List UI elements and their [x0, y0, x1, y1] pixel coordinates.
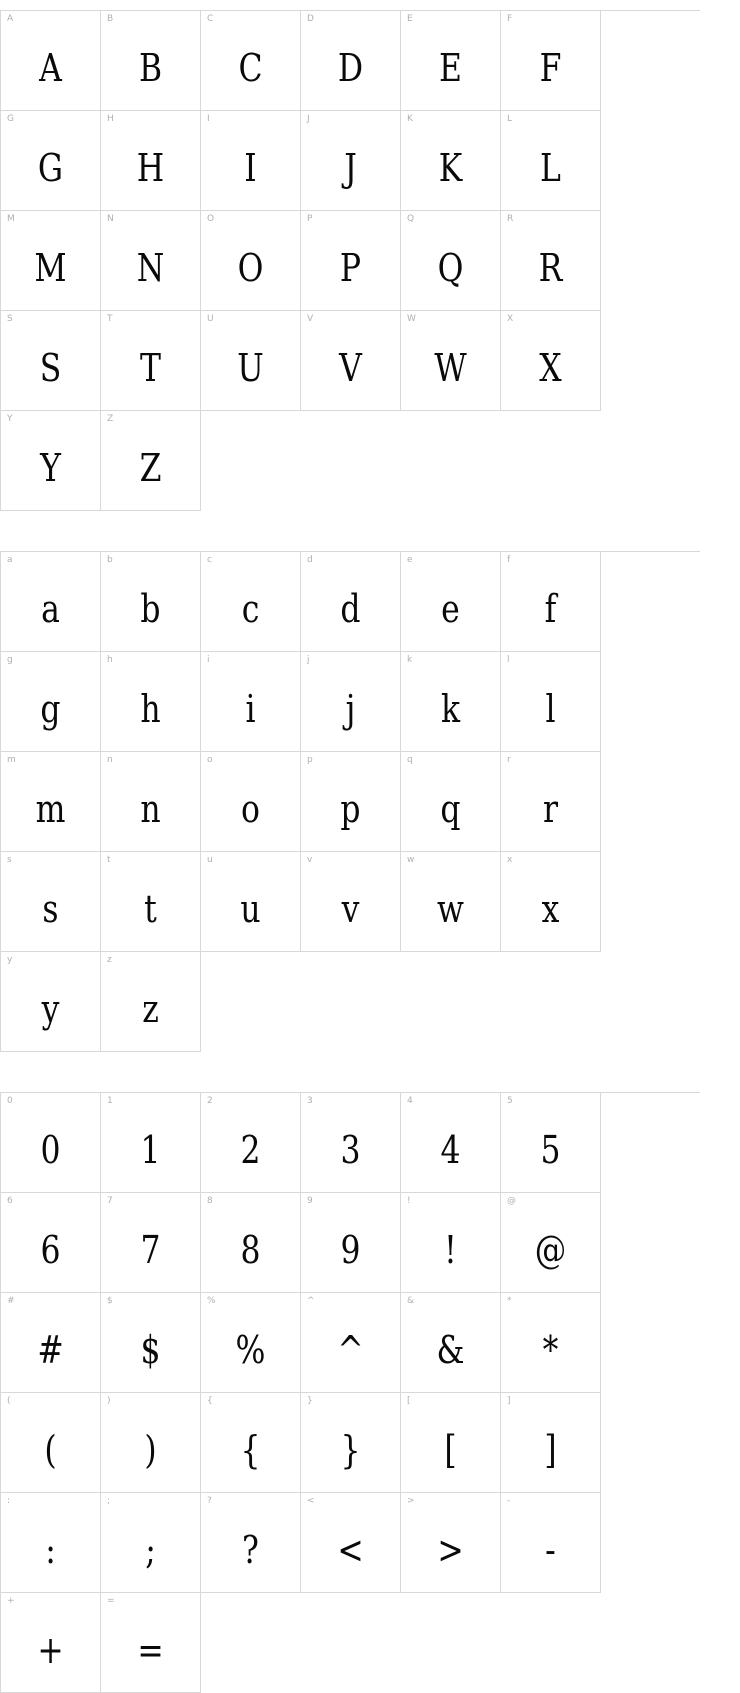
glyph-code-label: p: [307, 755, 313, 765]
glyph-code-label: ]: [507, 1396, 511, 1406]
glyph-code-label: +: [7, 1596, 15, 1606]
glyph-code-label: B: [107, 14, 114, 24]
glyph-sample: 1: [140, 1128, 161, 1172]
glyph-cell[interactable]: [101, 411, 201, 511]
glyph-code-label: d: [307, 555, 313, 565]
glyph-cell[interactable]: [501, 752, 601, 852]
glyph-code-label: q: [407, 755, 413, 765]
glyph-sample: q: [440, 787, 461, 831]
glyph-code-label: F: [507, 14, 513, 24]
glyph-cell[interactable]: [501, 652, 601, 752]
glyph-cell[interactable]: [301, 1393, 401, 1493]
glyph-code-label: K: [407, 114, 414, 124]
glyph-code-label: c: [207, 555, 213, 565]
glyph-sample: 9: [340, 1228, 361, 1272]
glyph-code-label: A: [7, 14, 14, 24]
glyph-cell[interactable]: [1, 411, 101, 511]
glyph-sample: ): [144, 1428, 157, 1472]
glyph-sample: m: [35, 787, 66, 831]
glyph-cell[interactable]: [301, 1193, 401, 1293]
glyph-sample: C: [238, 46, 263, 90]
glyph-code-label: &: [407, 1296, 415, 1306]
glyph-cell[interactable]: [201, 1393, 301, 1493]
glyph-sample: y: [41, 987, 60, 1031]
glyph-sample: P: [339, 246, 362, 290]
glyph-sample: f: [544, 587, 557, 631]
glyph-code-label: Q: [407, 214, 415, 224]
glyph-sample: X: [539, 346, 562, 390]
glyph-cell[interactable]: [1, 652, 101, 752]
glyph-code-label: H: [107, 114, 114, 124]
glyph-code-label: 9: [307, 1196, 313, 1206]
glyph-cell[interactable]: [401, 552, 501, 652]
glyph-cell[interactable]: [301, 852, 401, 952]
glyph-sample: A: [39, 46, 62, 90]
glyph-cell[interactable]: [401, 211, 501, 311]
glyph-code-label: V: [307, 314, 314, 324]
glyph-cell[interactable]: [101, 1393, 201, 1493]
glyph-sample: @: [534, 1228, 567, 1272]
glyph-cell[interactable]: [401, 752, 501, 852]
glyph-code-label: =: [107, 1596, 115, 1606]
glyph-cell[interactable]: [101, 311, 201, 411]
glyph-cell[interactable]: [201, 1193, 301, 1293]
glyph-code-label: s: [7, 855, 12, 865]
glyph-cell[interactable]: [101, 1193, 201, 1293]
glyph-sample: v: [341, 887, 360, 931]
glyph-sample: -: [545, 1528, 556, 1572]
glyph-sample: ?: [242, 1528, 259, 1572]
glyph-sample: +: [37, 1628, 64, 1672]
glyph-cell[interactable]: [1, 211, 101, 311]
glyph-code-label: S: [7, 314, 13, 324]
glyph-cell[interactable]: [301, 11, 401, 111]
glyph-code-label: U: [207, 314, 214, 324]
glyph-sample: i: [245, 687, 256, 731]
glyph-sample: ]: [544, 1428, 557, 1472]
glyph-sample: O: [237, 246, 264, 290]
glyph-sample: >: [437, 1528, 464, 1572]
glyph-sample: c: [241, 587, 260, 631]
glyph-code-label: 8: [207, 1196, 213, 1206]
glyph-code-label: I: [207, 114, 210, 124]
glyph-sample: Q: [437, 246, 464, 290]
glyph-code-label: %: [207, 1296, 216, 1306]
glyph-code-label: E: [407, 14, 413, 24]
glyph-cell[interactable]: [101, 652, 201, 752]
glyph-cell[interactable]: [101, 952, 201, 1052]
glyph-cell[interactable]: [1, 311, 101, 411]
glyph-cell[interactable]: [201, 1293, 301, 1393]
glyph-sample: k: [440, 687, 461, 731]
glyph-code-label: x: [507, 855, 513, 865]
glyph-code-label: h: [107, 655, 113, 665]
glyph-cell[interactable]: [401, 852, 501, 952]
glyph-cell[interactable]: [1, 952, 101, 1052]
glyph-sample: K: [438, 146, 463, 190]
glyph-sample: Z: [139, 446, 162, 490]
glyph-code-label: 2: [207, 1096, 213, 1106]
glyph-code-label: {: [207, 1396, 213, 1406]
glyph-code-label: >: [407, 1496, 415, 1506]
glyph-code-label: u: [207, 855, 213, 865]
glyph-sample: =: [137, 1628, 164, 1672]
glyph-cell[interactable]: [1, 752, 101, 852]
glyph-code-label: [: [407, 1396, 411, 1406]
glyph-cell[interactable]: [501, 1293, 601, 1393]
glyph-sample: I: [244, 146, 257, 190]
glyph-cell[interactable]: [501, 211, 601, 311]
glyph-code-label: g: [7, 655, 13, 665]
glyph-cell[interactable]: [301, 552, 401, 652]
glyph-sample: (: [44, 1428, 57, 1472]
glyph-cell[interactable]: [401, 1093, 501, 1193]
glyph-code-label: }: [307, 1396, 313, 1406]
glyph-sample: l: [545, 687, 556, 731]
glyph-cell[interactable]: [101, 1593, 201, 1693]
glyph-cell[interactable]: [301, 1093, 401, 1193]
glyph-sample: $: [140, 1328, 161, 1372]
glyph-sample: !: [444, 1228, 457, 1272]
glyph-sample: M: [34, 246, 67, 290]
glyph-cell[interactable]: [201, 552, 301, 652]
glyph-sample: {: [240, 1428, 261, 1472]
charmap-section-lowercase: [0, 551, 700, 1052]
glyph-sample: U: [237, 346, 264, 390]
glyph-cell[interactable]: [1, 1493, 101, 1593]
glyph-code-label: e: [407, 555, 413, 565]
glyph-cell[interactable]: [201, 752, 301, 852]
glyph-code-label: R: [507, 214, 514, 224]
glyph-cell[interactable]: [101, 852, 201, 952]
glyph-cell[interactable]: [401, 1193, 501, 1293]
glyph-code-label: 5: [507, 1096, 513, 1106]
glyph-sample: d: [340, 587, 361, 631]
glyph-cell[interactable]: [401, 652, 501, 752]
glyph-cell[interactable]: [401, 1393, 501, 1493]
glyph-cell[interactable]: [1, 852, 101, 952]
glyph-code-label: j: [307, 655, 310, 665]
section-gap: [0, 511, 740, 551]
glyph-sample: r: [542, 787, 559, 831]
glyph-sample: 0: [40, 1128, 61, 1172]
glyph-code-label: ): [107, 1396, 111, 1406]
glyph-code-label: t: [107, 855, 111, 865]
glyph-cell[interactable]: [501, 311, 601, 411]
glyph-code-label: n: [107, 755, 113, 765]
glyph-sample: b: [140, 587, 161, 631]
glyph-cell[interactable]: [501, 1393, 601, 1493]
glyph-code-label: o: [207, 755, 213, 765]
glyph-code-label: k: [407, 655, 413, 665]
glyph-sample: g: [40, 687, 61, 731]
glyph-code-label: J: [307, 114, 310, 124]
glyph-cell[interactable]: [401, 311, 501, 411]
glyph-cell[interactable]: [1, 1193, 101, 1293]
glyph-sample: L: [540, 146, 561, 190]
glyph-sample: J: [344, 146, 357, 190]
glyph-cell[interactable]: [501, 1493, 601, 1593]
glyph-cell[interactable]: [1, 11, 101, 111]
glyph-sample: 7: [140, 1228, 161, 1272]
glyph-cell[interactable]: [201, 852, 301, 952]
glyph-cell[interactable]: [401, 1293, 501, 1393]
glyph-cell[interactable]: [301, 311, 401, 411]
glyph-sample: 5: [540, 1128, 561, 1172]
glyph-sample: x: [541, 887, 560, 931]
glyph-cell[interactable]: [301, 111, 401, 211]
glyph-code-label: 0: [7, 1096, 13, 1106]
glyph-sample: D: [337, 46, 364, 90]
glyph-code-label: Y: [7, 414, 13, 424]
glyph-sample: G: [37, 146, 64, 190]
glyph-cell[interactable]: [401, 11, 501, 111]
glyph-cell[interactable]: [501, 852, 601, 952]
glyph-code-label: P: [307, 214, 313, 224]
glyph-code-label: r: [507, 755, 511, 765]
glyph-sample: h: [140, 687, 161, 731]
glyph-cell[interactable]: [1, 1293, 101, 1393]
glyph-code-label: <: [307, 1496, 315, 1506]
glyph-code-label: #: [7, 1296, 15, 1306]
top-spacer: [0, 0, 740, 10]
glyph-cell[interactable]: [501, 1193, 601, 1293]
glyph-cell[interactable]: [301, 1493, 401, 1593]
glyph-cell[interactable]: [101, 211, 201, 311]
glyph-code-label: :: [7, 1496, 11, 1506]
glyph-sample: ;: [145, 1528, 156, 1572]
glyph-cell[interactable]: [101, 552, 201, 652]
glyph-code-label: L: [507, 114, 513, 124]
glyph-sample: j: [345, 687, 356, 731]
glyph-sample: t: [144, 887, 157, 931]
glyph-sample: u: [240, 887, 261, 931]
glyph-sample: 8: [240, 1228, 261, 1272]
glyph-cell[interactable]: [101, 1493, 201, 1593]
glyph-sample: z: [142, 987, 159, 1031]
glyph-code-label: M: [7, 214, 15, 224]
glyph-code-label: (: [7, 1396, 11, 1406]
glyph-cell[interactable]: [501, 552, 601, 652]
glyph-sample: o: [241, 787, 260, 831]
glyph-code-label: 3: [307, 1096, 313, 1106]
glyph-code-label: y: [7, 955, 13, 965]
glyph-cell[interactable]: [101, 1093, 201, 1193]
glyph-sample: n: [140, 787, 161, 831]
glyph-sample: 3: [340, 1128, 361, 1172]
glyph-cell[interactable]: [201, 652, 301, 752]
glyph-code-label: f: [507, 555, 511, 565]
glyph-cell[interactable]: [401, 111, 501, 211]
glyph-sample: 6: [40, 1228, 61, 1272]
glyph-cell[interactable]: [1, 552, 101, 652]
glyph-sample: w: [437, 887, 464, 931]
glyph-code-label: D: [307, 14, 315, 24]
glyph-cell[interactable]: [301, 211, 401, 311]
glyph-sample: W: [434, 346, 467, 390]
glyph-cell[interactable]: [301, 752, 401, 852]
glyph-code-label: b: [107, 555, 113, 565]
glyph-sample: F: [539, 46, 562, 90]
glyph-sample: a: [41, 587, 60, 631]
glyph-cell[interactable]: [501, 111, 601, 211]
glyph-code-label: z: [107, 955, 112, 965]
glyph-code-label: O: [207, 214, 215, 224]
glyph-sample: V: [339, 346, 362, 390]
glyph-cell[interactable]: [201, 111, 301, 211]
glyph-code-label: @: [507, 1196, 517, 1206]
glyph-sample: s: [42, 887, 59, 931]
glyph-cell[interactable]: [401, 1493, 501, 1593]
glyph-code-label: a: [7, 555, 13, 565]
glyph-sample: R: [538, 246, 563, 290]
glyph-code-label: !: [407, 1196, 411, 1206]
glyph-cell[interactable]: [101, 1293, 201, 1393]
glyph-code-label: w: [407, 855, 415, 865]
glyph-cell[interactable]: [301, 652, 401, 752]
glyph-code-label: $: [107, 1296, 113, 1306]
glyph-sample: ^: [337, 1328, 364, 1372]
glyph-code-label: v: [307, 855, 313, 865]
glyph-cell[interactable]: [201, 11, 301, 111]
glyph-cell[interactable]: [301, 1293, 401, 1393]
glyph-code-label: 4: [407, 1096, 413, 1106]
glyph-sample: E: [439, 46, 462, 90]
glyph-sample: :: [45, 1528, 56, 1572]
glyph-code-label: 7: [107, 1196, 113, 1206]
glyph-sample: [: [444, 1428, 457, 1472]
glyph-sample: 4: [440, 1128, 461, 1172]
glyph-sample: S: [39, 346, 62, 390]
glyph-cell[interactable]: [201, 1093, 301, 1193]
glyph-sample: e: [441, 587, 460, 631]
glyph-code-label: T: [107, 314, 113, 324]
glyph-cell[interactable]: [101, 752, 201, 852]
section-gap: [0, 1052, 740, 1092]
glyph-code-label: i: [207, 655, 210, 665]
glyph-cell[interactable]: [201, 1493, 301, 1593]
glyph-code-label: m: [7, 755, 16, 765]
glyph-code-label: ;: [107, 1496, 111, 1506]
glyph-sample: #: [37, 1328, 64, 1372]
glyph-sample: H: [136, 146, 165, 190]
glyph-code-label: Z: [107, 414, 114, 424]
glyph-sample: }: [340, 1428, 361, 1472]
glyph-code-label: C: [207, 14, 214, 24]
glyph-cell[interactable]: [501, 11, 601, 111]
glyph-cell[interactable]: [101, 111, 201, 211]
glyph-sample: B: [138, 46, 163, 90]
glyph-code-label: X: [507, 314, 514, 324]
glyph-sample: 2: [240, 1128, 261, 1172]
glyph-cell[interactable]: [201, 211, 301, 311]
glyph-sample: Y: [40, 446, 61, 490]
glyph-code-label: -: [507, 1496, 511, 1506]
glyph-sample: N: [136, 246, 165, 290]
glyph-sample: *: [542, 1328, 559, 1372]
glyph-cell[interactable]: [1, 1393, 101, 1493]
glyph-code-label: W: [407, 314, 417, 324]
glyph-cell[interactable]: [1, 1593, 101, 1693]
glyph-code-label: ?: [207, 1496, 212, 1506]
glyph-code-label: 1: [107, 1096, 113, 1106]
glyph-sample: <: [337, 1528, 364, 1572]
charmap-section-uppercase: [0, 10, 700, 511]
glyph-code-label: l: [507, 655, 510, 665]
charmap-section-symbols: [0, 1092, 700, 1693]
glyph-cell[interactable]: [501, 1093, 601, 1193]
glyph-cell[interactable]: [1, 111, 101, 211]
glyph-cell[interactable]: [101, 11, 201, 111]
glyph-sample: &: [436, 1328, 465, 1372]
glyph-sample: p: [340, 787, 361, 831]
glyph-code-label: ^: [307, 1296, 315, 1306]
glyph-code-label: N: [107, 214, 114, 224]
glyph-sample: T: [140, 346, 161, 390]
glyph-cell[interactable]: [201, 311, 301, 411]
glyph-code-label: 6: [7, 1196, 13, 1206]
glyph-cell[interactable]: [1, 1093, 101, 1193]
glyph-code-label: G: [7, 114, 15, 124]
glyph-sample: %: [235, 1328, 266, 1372]
glyph-code-label: *: [507, 1296, 512, 1306]
